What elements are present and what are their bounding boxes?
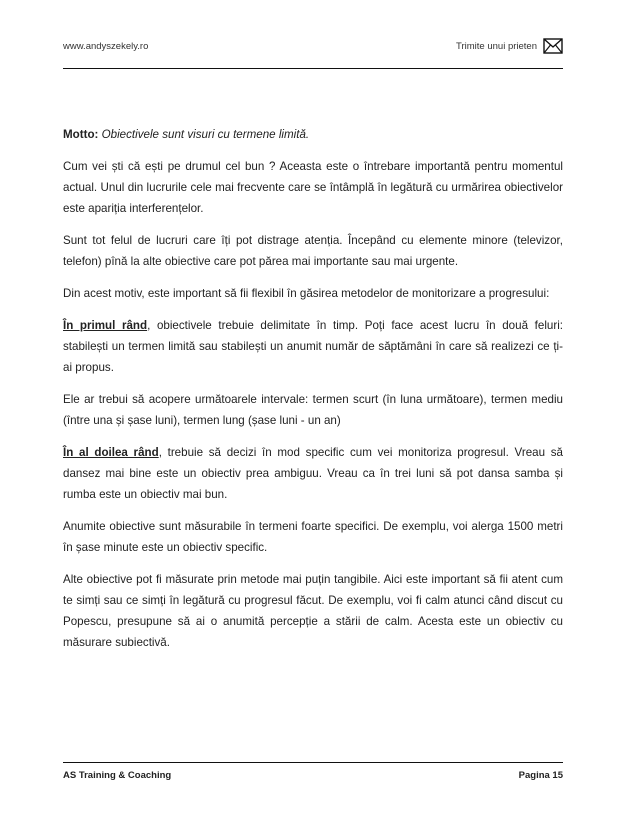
paragraph-6-lead: În al doilea rând [63, 446, 159, 459]
paragraph-5: Ele ar trebui să acopere următoarele intervale: termen scurt (în luna următoare), termen mediu (între una și șase luni), termen lung (șase luni - un an) [63, 393, 563, 427]
paragraph-2: Sunt tot felul de lucruri care îți pot distrage atenția. Începând cu elemente minore (televizor, telefon) pînă la alte obiective care pot părea mai importante sau mai urgente. [63, 234, 563, 268]
envelope-icon[interactable] [543, 38, 563, 54]
paragraph-7: Anumite obiective sunt măsurabile în termeni foarte specifici. De exemplu, voi alerga 1500 metri în șase minute este un obiectiv specific. [63, 520, 563, 554]
page-number: Pagina 15 [518, 770, 563, 781]
motto-text: Obiectivele sunt visuri cu termene limită. [101, 128, 310, 141]
paragraph-3: Din acest motiv, este important să fii flexibil în găsirea metodelor de monitorizare a progresului: [63, 287, 550, 300]
footer-divider [63, 762, 563, 763]
motto-paragraph [63, 124, 563, 145]
paragraph-4 [63, 315, 563, 378]
site-url[interactable]: www.andyszekely.ro [63, 41, 149, 52]
paragraph-4-text: , obiectivele trebuie delimitate în timp. Poți face acest lucru în două feluri: stabilești un termen limită sau stabilești un anumit număr de săptămâni în care să realizezi ce ți-ai propus. [63, 319, 564, 374]
paragraph-6 [63, 442, 563, 505]
paragraph-6-text: , trebuie să decizi în mod specific cum vei monitoriza progresul. Vreau să dansez mai bine este un obiectiv prea ambiguu. Vreau ca în trei luni să pot dansa samba și rumba este un obiectiv mai bun. [63, 446, 563, 501]
footer-company: AS Training & Coaching [63, 770, 172, 781]
header-divider [63, 68, 563, 69]
page-header [63, 38, 563, 60]
paragraph-4-lead: În primul rând [63, 319, 148, 332]
motto-label: Motto: [63, 128, 99, 141]
paragraph-1: Cum vei ști că ești pe drumul cel bun ? Aceasta este o întrebare importantă pentru momentul actual. Unul din lucrurile cele mai frecvente care se întâmplă în legătură cu urmărirea obiectivelor este apariția interferențelor. [63, 160, 563, 215]
page-body [63, 124, 563, 664]
send-to-friend-link[interactable]: Trimite unui prieten [456, 41, 537, 52]
paragraph-8: Alte obiective pot fi măsurate prin metode mai puțin tangibile. Aici este important să fii atent cum te simți sau ce simți în legătură cu progresul făcut. De exemplu, voi fi calm atunci când discut cu Popescu, presupune să ai o anumită percepție a stării de calm. Acesta este un obiectiv cu măsurare subiectivă. [63, 573, 563, 649]
